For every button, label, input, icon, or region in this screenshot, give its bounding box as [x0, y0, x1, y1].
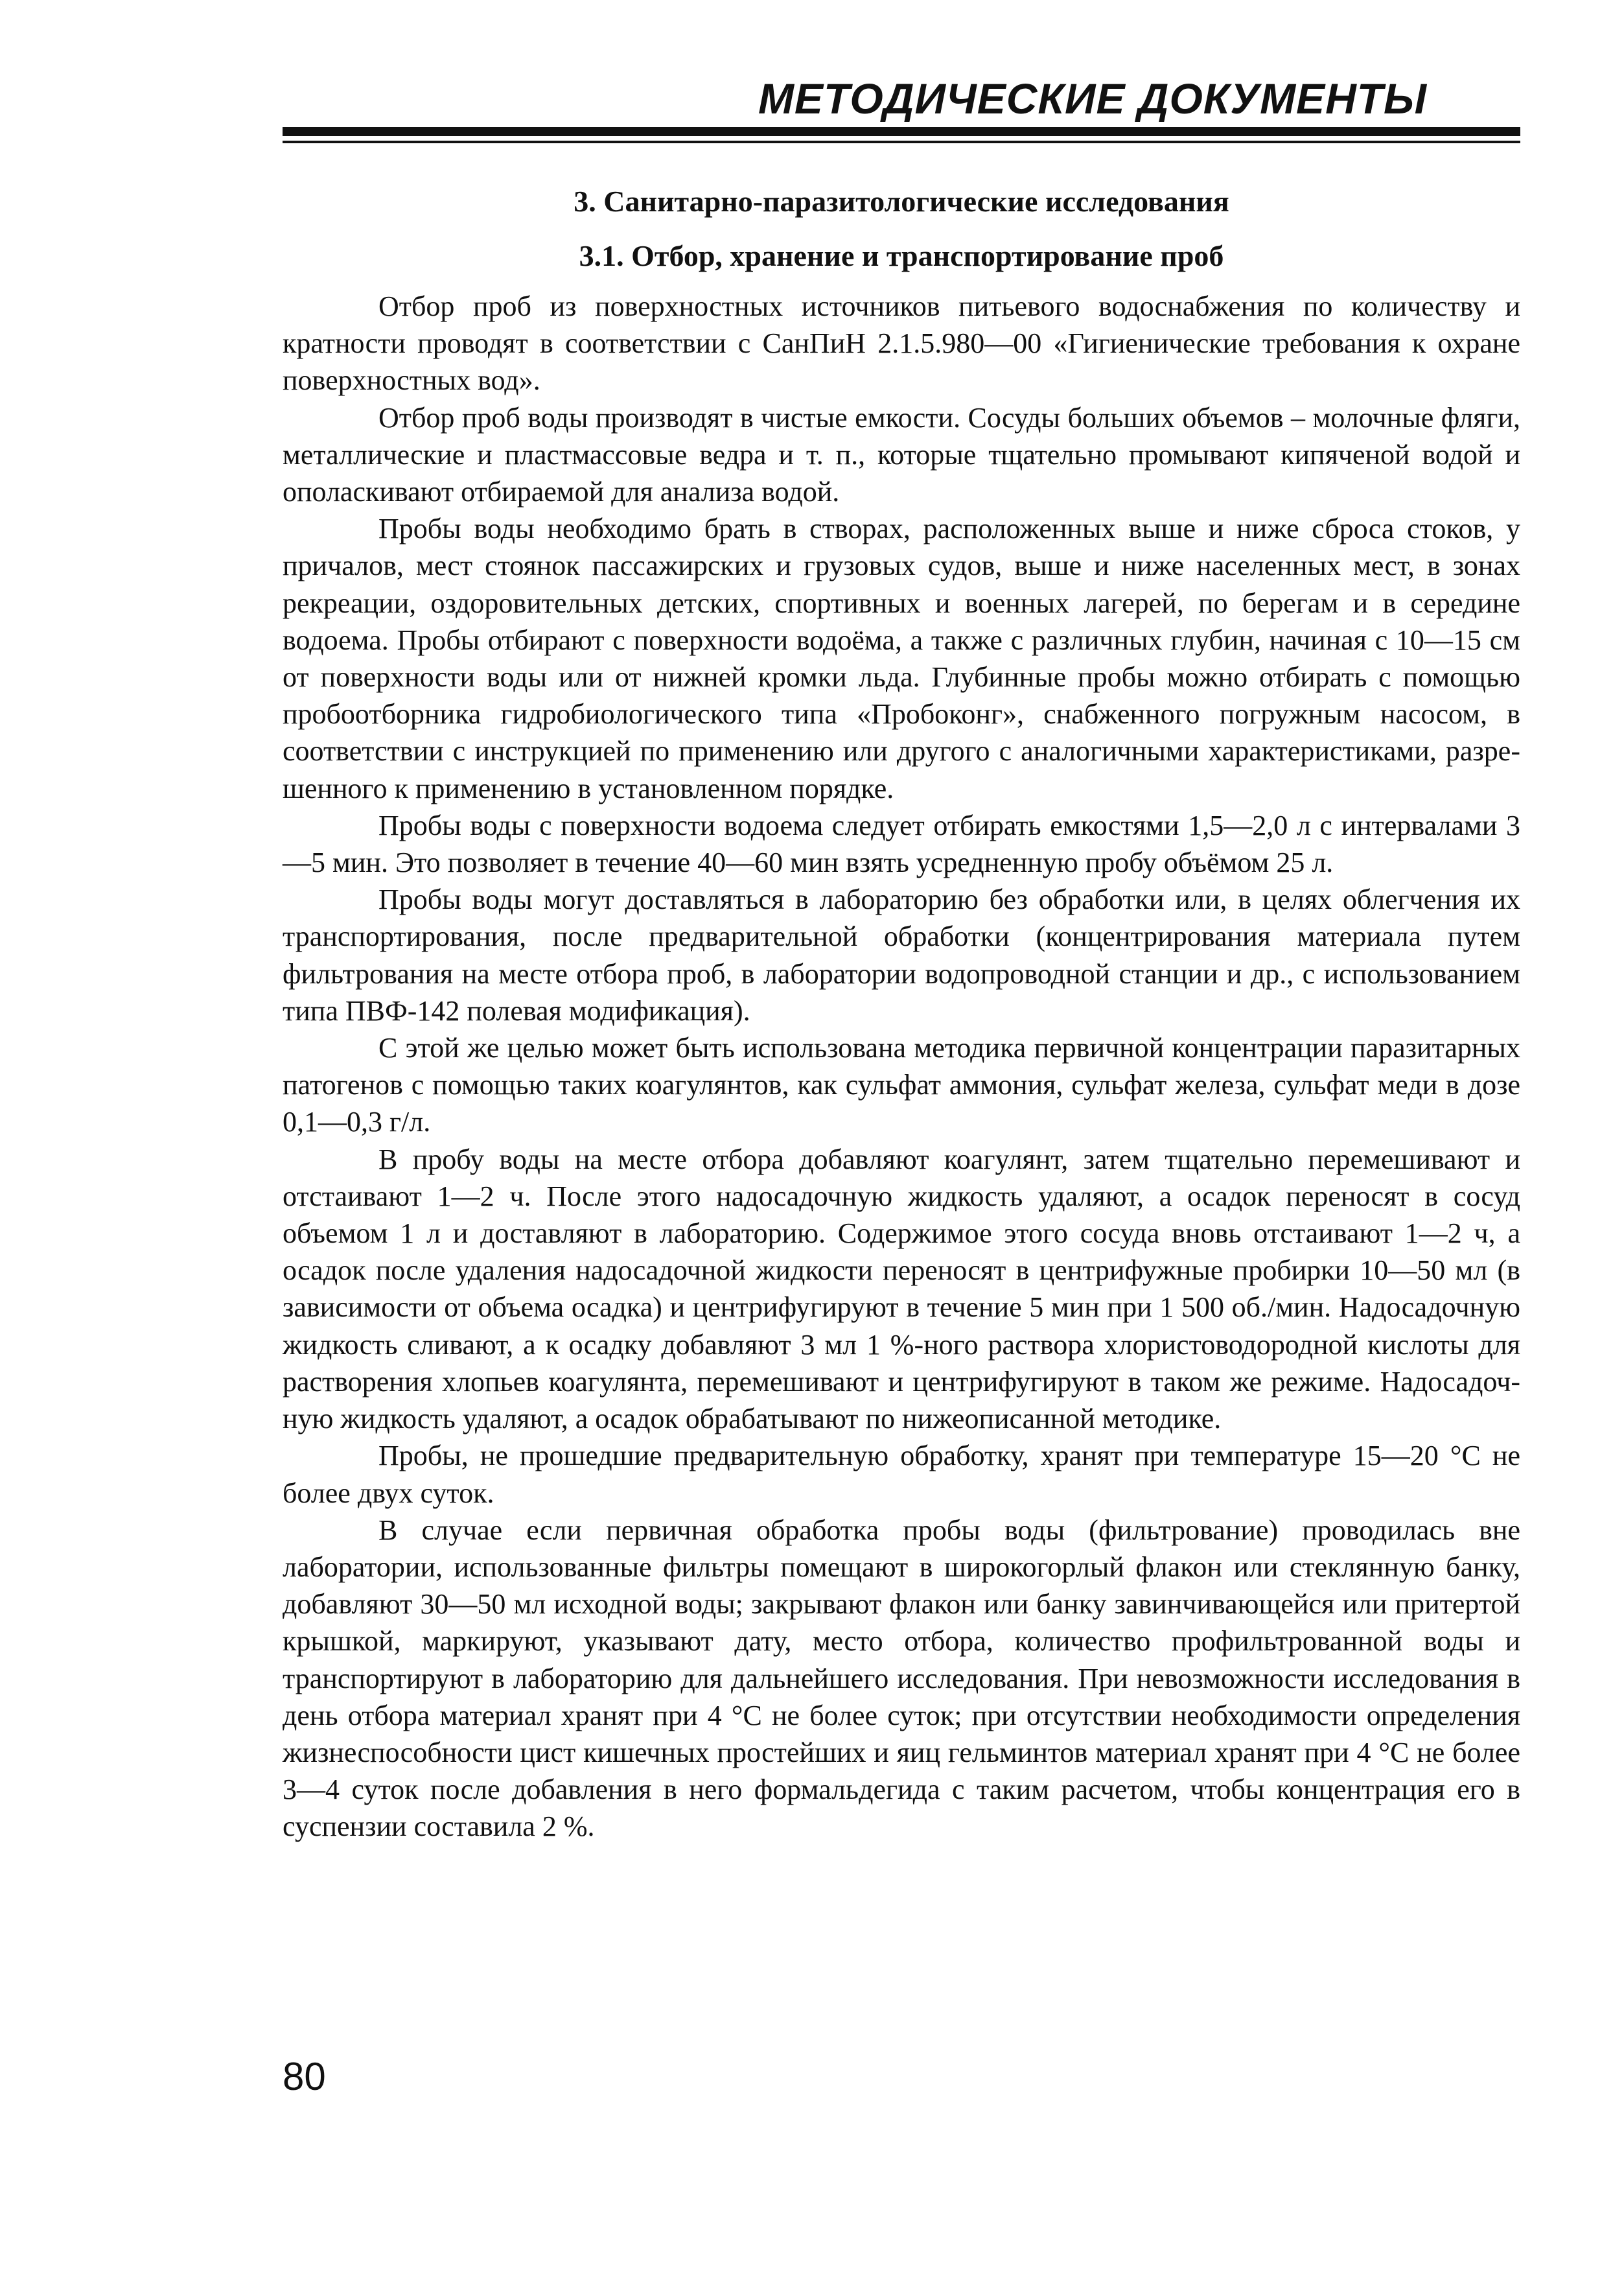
paragraph: Отбор проб воды производят в чистые емкости. Сосуды больших объемов – молочные фляги, металлические и пластмассовые ведра и т. п., которые тщательно промывают кипяченой водой и ополаскивают отбираемой для анализа водой. [283, 401, 1520, 508]
body-text [283, 288, 1520, 1845]
page-number: 80 [283, 2055, 326, 2098]
header-rule-thin [283, 141, 1520, 143]
paragraph: Пробы воды могут доставляться в лабораторию без обработки или, в целях облегчения их транспортирования, после предварительной обработки (концентрирования материала путем фильтрования на месте отбора проб, в лаборатории водопроводной станции и др., с использованием типа ПВФ-142 полевая модификация). [283, 884, 1520, 1027]
running-header-title: МЕТОДИЧЕСКИЕ ДОКУМЕНТЫ [758, 75, 1428, 123]
paragraph: Пробы воды с поверхности водоема следует отбирать емкостями 1,5—2,0 л с интервалами 3—5 мин. Это позволяет в течение 40—60 мин взять усредненную пробу объёмом 25 л. [283, 809, 1520, 879]
paragraph: Пробы, не прошедшие предварительную обработку, хранят при температуре 15—20 °С не более двух суток. [283, 1440, 1520, 1509]
paragraph: С этой же целью может быть использована методика первичной концентрации паразитарных патогенов с помощью таких коагулянтов, как сульфат аммония, сульфат железа, сульфат меди в дозе 0,1—0,3 г/л. [283, 1032, 1520, 1138]
header-rule-thick [283, 127, 1520, 136]
running-header [283, 73, 1520, 131]
paragraph: Отбор проб из поверхностных источников питьевого водоснабжения по количеству и кратности проводят в соответствии с СанПиН 2.1.5.980—00 «Гигиенические требования к охране поверхностных вод». [283, 290, 1520, 397]
paragraph: В пробу воды на месте отбора добавляют коагулянт, затем тщательно перемешивают и отстаивают 1—2 ч. После этого надосадочную жидкость удаляют, а осадок переносят в сосуд объемом 1 л и доставляют в лабораторию. Содержимое этого сосуда вновь отстаивают 1—2 ч, а осадок после удаления надосадочной жидкости переносят в центрифужные пробирки 10—50 мл (в зависимости от объема осадка) и центрифугируют в течение 5 мин при 1 500 об./мин. Надосадочную жидкость сливают, а к осадку добавляют 3 мл 1 %-ного раствора хлористоводородной кислоты для растворения хлопьев коагулянта, перемешивают и центрифугируют в таком же режиме. Надосадочную жидкость удаляют, а осадок обрабатывают по нижеописанной методике. [283, 1143, 1520, 1435]
paragraph: В случае если первичная обработка пробы воды (фильтрование) проводилась вне лаборатории, использованные фильтры помещают в широкогорлый флакон или стеклянную банку, добавляют 30—50 мл исходной воды; закрывают флакон или банку завинчивающейся или притертой крышкой, маркируют, указывают дату, место отбора, количество профильтрованной воды и транспортируют в лабораторию для дальнейшего исследования. При невозможности исследования в день отбора материал хранят при 4 °С не более суток; при отсутствии необходимости определения жизнеспособности цист кишечных простейших и яиц гельминтов материал хранят при 4 °С не более 3—4 суток после добавления в него формальдегида с таким расчетом, чтобы концентрация его в суспензии составила 2 %. [283, 1514, 1520, 1843]
subsection-heading: 3.1. Отбор, хранение и транспортирование проб [579, 239, 1224, 272]
paragraph: Пробы воды необходимо брать в створах, расположенных выше и ниже сброса стоков, у причалов, мест стоянок пассажирских и грузовых судов, выше и ниже населенных мест, в зонах рекреации, оздоровительных детских, спортивных и военных лагерей, по берегам и в середине водоема. Пробы отбирают с поверхности водоёма, а также с различных глубин, начиная с 10—15 см от поверхности воды или от нижней кромки льда. Глубинные пробы можно отбирать с помощью пробоотборника гидробиологического типа «Пробоконг», снабженного погружным насосом, в соответствии с инструкцией по применению или другого с аналогичными характеристиками, разрешенного к применению в установленном порядке. [283, 513, 1520, 804]
section-heading: 3. Санитарно-паразитологические исследования [574, 185, 1229, 218]
